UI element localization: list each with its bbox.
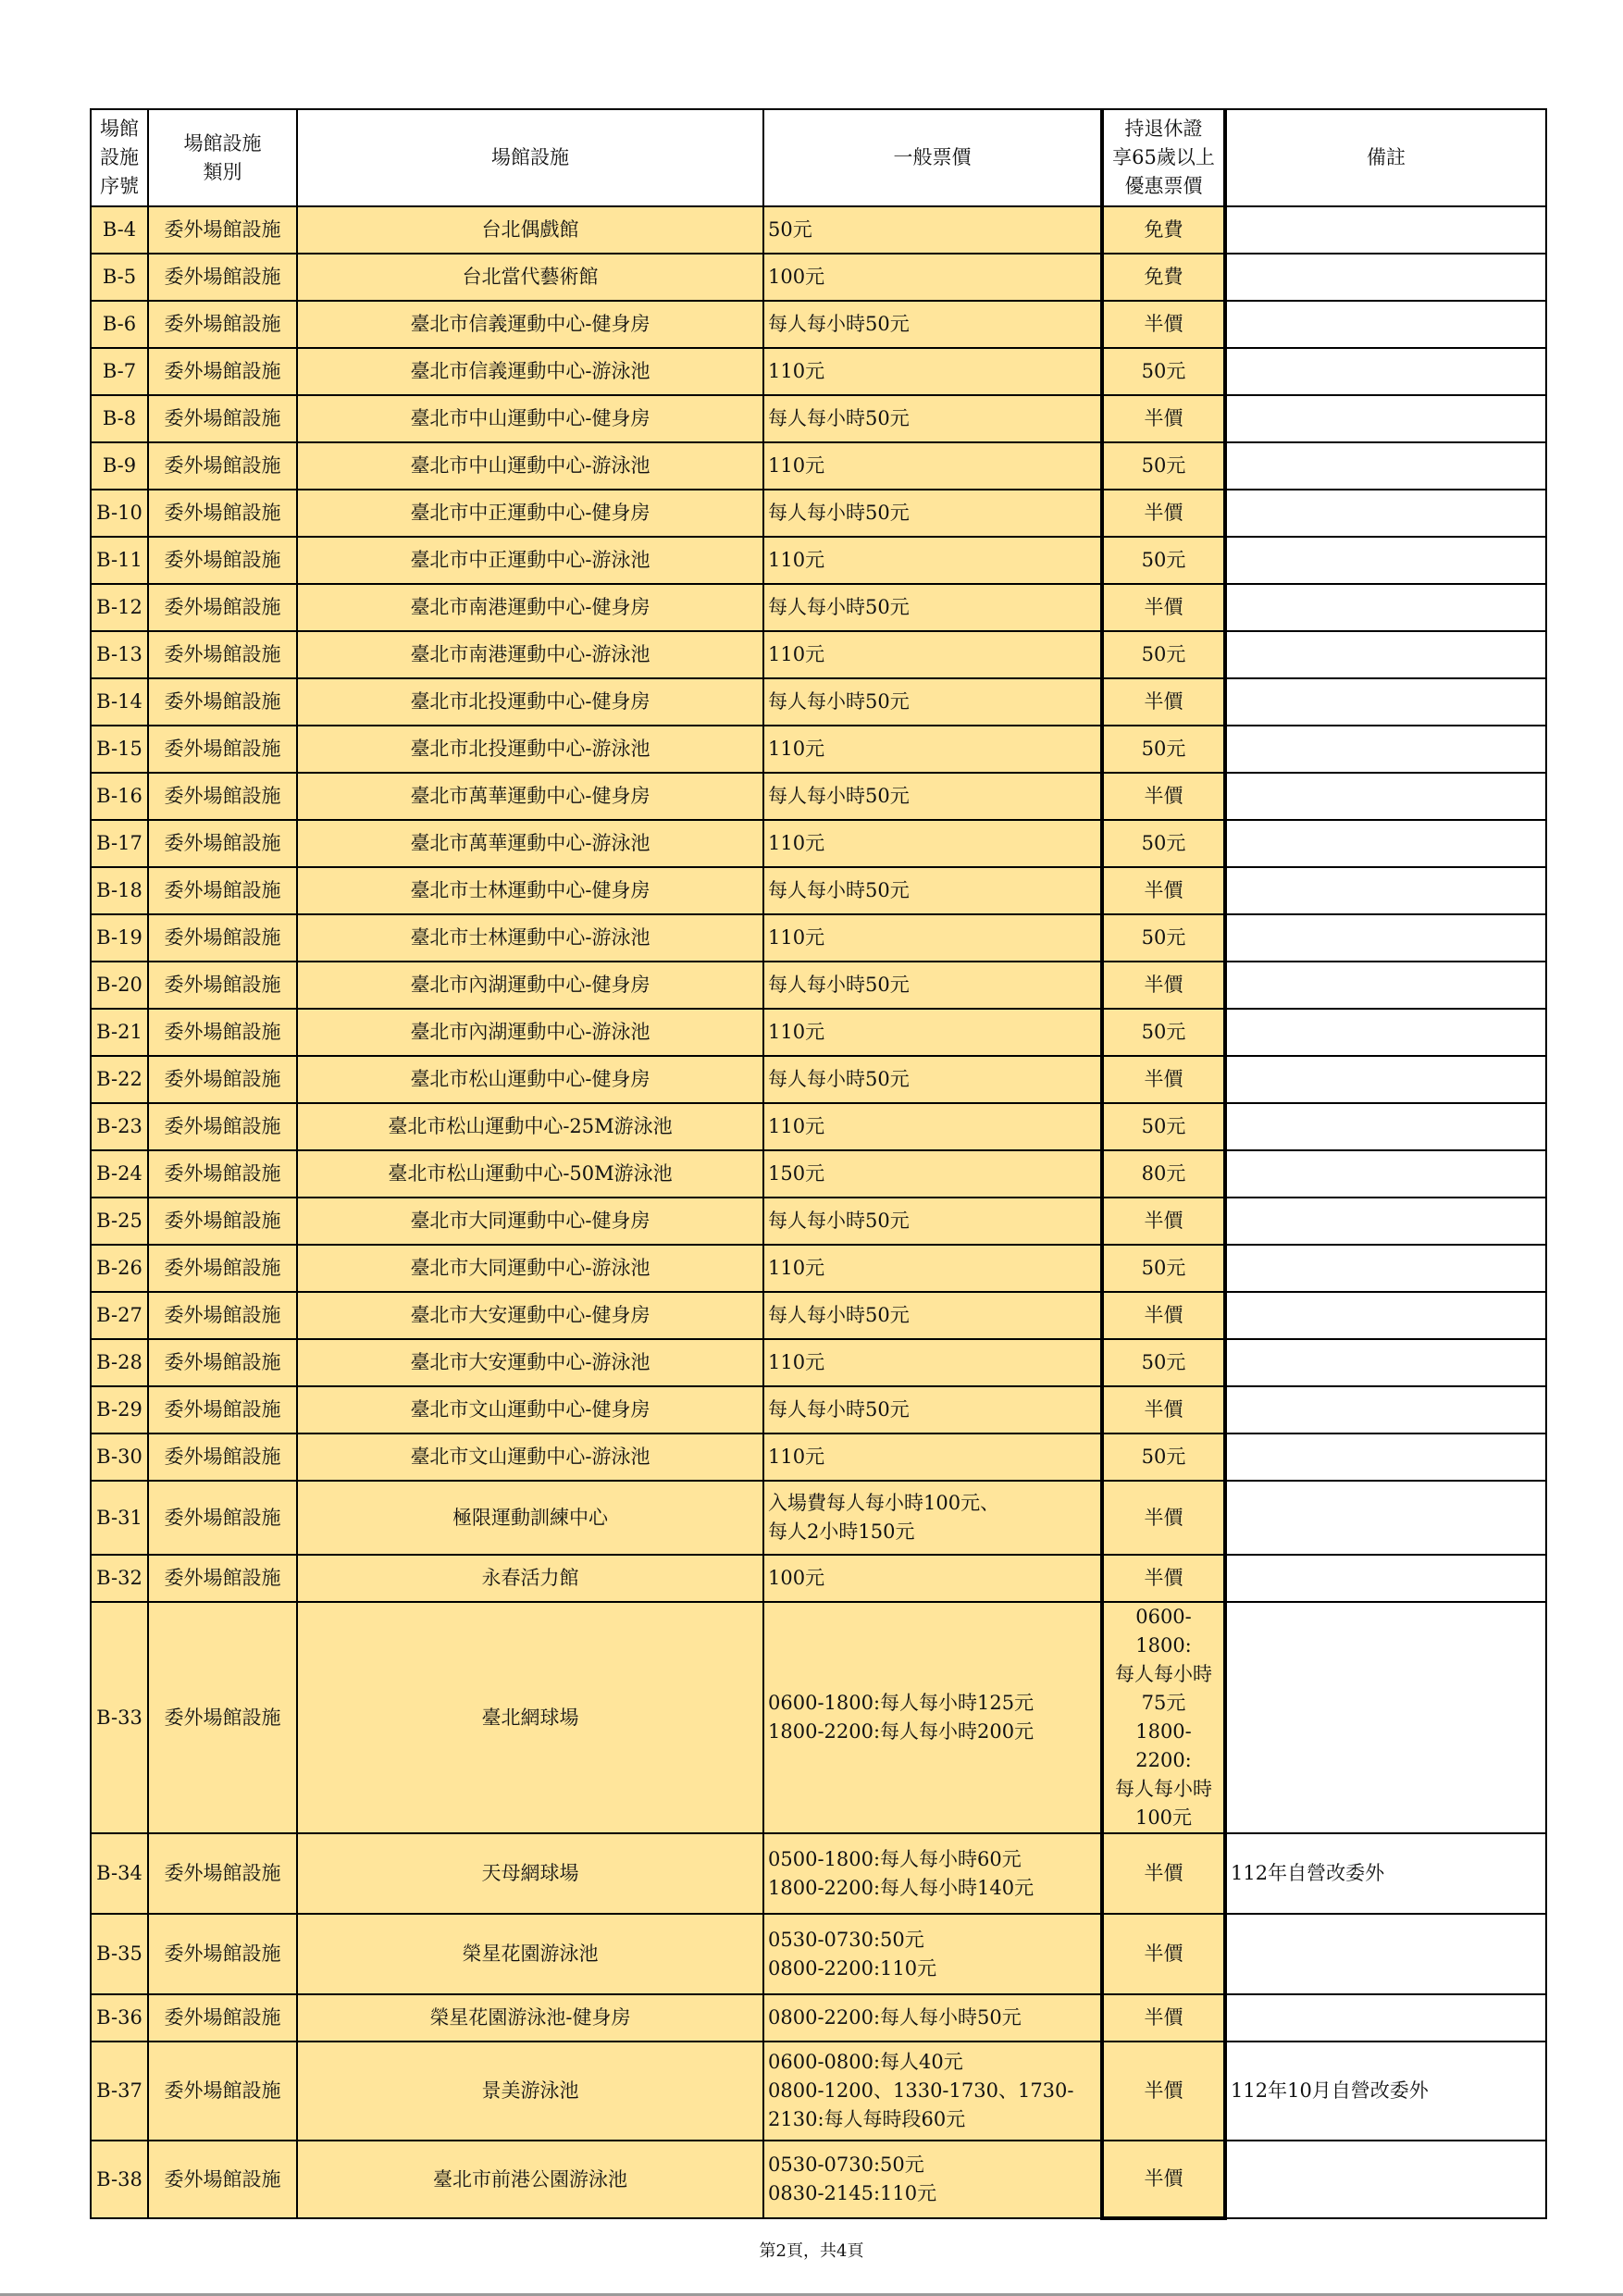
row-note — [1225, 1555, 1546, 1602]
row-note — [1225, 1339, 1546, 1386]
row-category: 委外場館設施 — [148, 1339, 297, 1386]
row-facility: 臺北市中山運動中心-游泳池 — [297, 442, 763, 490]
table-row — [91, 678, 1546, 726]
row-note — [1225, 1386, 1546, 1433]
row-price: 0600-0800:每人40元 0800-1200、1330-1730、1730- 2130:每人每時段60元 — [763, 2042, 1102, 2141]
row-note — [1225, 442, 1546, 490]
row-category: 委外場館設施 — [148, 1914, 297, 1994]
row-id: B-29 — [91, 1386, 148, 1433]
row-category: 委外場館設施 — [148, 1433, 297, 1481]
table-row — [91, 2141, 1546, 2218]
row-category: 委外場館設施 — [148, 348, 297, 395]
row-price: 每人每小時50元 — [763, 1056, 1102, 1103]
row-note — [1225, 962, 1546, 1009]
row-category: 委外場館設施 — [148, 820, 297, 867]
row-price: 每人每小時50元 — [763, 584, 1102, 631]
row-senior-price: 半價 — [1102, 773, 1225, 820]
table-row — [91, 962, 1546, 1009]
row-facility: 臺北市北投運動中心-游泳池 — [297, 726, 763, 773]
row-senior-price: 半價 — [1102, 867, 1225, 914]
row-price: 每人每小時50元 — [763, 962, 1102, 1009]
row-facility: 臺北市內湖運動中心-健身房 — [297, 962, 763, 1009]
table-row — [91, 537, 1546, 584]
row-facility: 臺北市文山運動中心-健身房 — [297, 1386, 763, 1433]
row-facility: 臺北市信義運動中心-健身房 — [297, 301, 763, 348]
row-category: 委外場館設施 — [148, 726, 297, 773]
row-facility: 臺北市大安運動中心-健身房 — [297, 1292, 763, 1339]
row-id: B-37 — [91, 2042, 148, 2141]
row-facility: 天母網球場 — [297, 1833, 763, 1914]
row-price: 110元 — [763, 914, 1102, 962]
row-price: 100元 — [763, 1555, 1102, 1602]
row-category: 委外場館設施 — [148, 1481, 297, 1555]
row-id: B-28 — [91, 1339, 148, 1386]
row-category: 委外場館設施 — [148, 584, 297, 631]
row-note — [1225, 726, 1546, 773]
row-category: 委外場館設施 — [148, 1245, 297, 1292]
table-row — [91, 1833, 1546, 1914]
row-facility: 臺北市士林運動中心-健身房 — [297, 867, 763, 914]
row-id: B-14 — [91, 678, 148, 726]
table-row — [91, 1481, 1546, 1555]
row-note — [1225, 820, 1546, 867]
row-facility: 臺北市南港運動中心-健身房 — [297, 584, 763, 631]
table-row — [91, 1056, 1546, 1103]
row-facility: 臺北市中正運動中心-健身房 — [297, 490, 763, 537]
row-price: 每人每小時50元 — [763, 395, 1102, 442]
row-senior-price: 免費 — [1102, 254, 1225, 301]
header-senior-price: 持退休證 享65歲以上 優惠票價 — [1102, 109, 1225, 206]
row-price: 110元 — [763, 631, 1102, 678]
row-price: 110元 — [763, 820, 1102, 867]
row-category: 委外場館設施 — [148, 1292, 297, 1339]
row-price: 0800-2200:每人每小時50元 — [763, 1994, 1102, 2042]
row-id: B-26 — [91, 1245, 148, 1292]
row-id: B-36 — [91, 1994, 148, 2042]
row-price: 0530-0730:50元 0800-2200:110元 — [763, 1914, 1102, 1994]
table-row — [91, 348, 1546, 395]
row-senior-price: 半價 — [1102, 395, 1225, 442]
row-facility: 榮星花園游泳池-健身房 — [297, 1994, 763, 2042]
row-facility: 台北當代藝術館 — [297, 254, 763, 301]
facility-price-table — [90, 108, 1547, 2220]
row-senior-price: 50元 — [1102, 1009, 1225, 1056]
table-row — [91, 254, 1546, 301]
row-facility: 臺北市大同運動中心-健身房 — [297, 1198, 763, 1245]
row-id: B-21 — [91, 1009, 148, 1056]
row-id: B-10 — [91, 490, 148, 537]
row-id: B-9 — [91, 442, 148, 490]
table-row — [91, 914, 1546, 962]
row-facility: 臺北市文山運動中心-游泳池 — [297, 1433, 763, 1481]
row-note — [1225, 867, 1546, 914]
table-row — [91, 1555, 1546, 1602]
row-facility: 臺北市萬華運動中心-健身房 — [297, 773, 763, 820]
row-note — [1225, 1914, 1546, 1994]
row-senior-price: 50元 — [1102, 442, 1225, 490]
row-category: 委外場館設施 — [148, 1056, 297, 1103]
row-price: 入場費每人每小時100元、 每人2小時150元 — [763, 1481, 1102, 1555]
row-note — [1225, 1481, 1546, 1555]
row-note — [1225, 1198, 1546, 1245]
row-senior-price: 半價 — [1102, 1386, 1225, 1433]
row-senior-price: 半價 — [1102, 1056, 1225, 1103]
row-id: B-31 — [91, 1481, 148, 1555]
row-senior-price: 半價 — [1102, 1292, 1225, 1339]
row-facility: 臺北網球場 — [297, 1602, 763, 1833]
row-id: B-13 — [91, 631, 148, 678]
row-price: 110元 — [763, 1339, 1102, 1386]
row-senior-price: 50元 — [1102, 726, 1225, 773]
row-senior-price: 半價 — [1102, 1555, 1225, 1602]
row-note — [1225, 254, 1546, 301]
row-price: 每人每小時50元 — [763, 773, 1102, 820]
row-facility: 臺北市前港公園游泳池 — [297, 2141, 763, 2218]
row-senior-price: 半價 — [1102, 2141, 1225, 2218]
row-senior-price: 半價 — [1102, 1833, 1225, 1914]
row-note — [1225, 537, 1546, 584]
row-id: B-17 — [91, 820, 148, 867]
row-note — [1225, 1009, 1546, 1056]
row-note — [1225, 773, 1546, 820]
table-row — [91, 1339, 1546, 1386]
row-category: 委外場館設施 — [148, 1833, 297, 1914]
table-row — [91, 442, 1546, 490]
row-id: B-18 — [91, 867, 148, 914]
table-row — [91, 867, 1546, 914]
header-price: 一般票價 — [763, 109, 1102, 206]
row-price: 110元 — [763, 442, 1102, 490]
row-note — [1225, 1292, 1546, 1339]
row-senior-price: 半價 — [1102, 1994, 1225, 2042]
row-facility: 臺北市萬華運動中心-游泳池 — [297, 820, 763, 867]
table-row — [91, 1292, 1546, 1339]
row-id: B-34 — [91, 1833, 148, 1914]
row-senior-price: 80元 — [1102, 1150, 1225, 1198]
row-facility: 臺北市松山運動中心-健身房 — [297, 1056, 763, 1103]
row-category: 委外場館設施 — [148, 1602, 297, 1833]
row-category: 委外場館設施 — [148, 1009, 297, 1056]
row-senior-price: 半價 — [1102, 1914, 1225, 1994]
row-category: 委外場館設施 — [148, 773, 297, 820]
row-senior-price: 50元 — [1102, 348, 1225, 395]
table-row — [91, 1009, 1546, 1056]
row-category: 委外場館設施 — [148, 206, 297, 254]
row-price: 0500-1800:每人每小時60元 1800-2200:每人每小時140元 — [763, 1833, 1102, 1914]
row-note — [1225, 1994, 1546, 2042]
row-note — [1225, 1245, 1546, 1292]
row-price: 110元 — [763, 348, 1102, 395]
row-id: B-19 — [91, 914, 148, 962]
row-category: 委外場館設施 — [148, 395, 297, 442]
row-facility: 極限運動訓練中心 — [297, 1481, 763, 1555]
row-senior-price: 50元 — [1102, 1103, 1225, 1150]
row-facility: 臺北市中山運動中心-健身房 — [297, 395, 763, 442]
header-category: 場館設施 類別 — [148, 109, 297, 206]
table-row — [91, 820, 1546, 867]
row-senior-price: 50元 — [1102, 914, 1225, 962]
row-category: 委外場館設施 — [148, 2042, 297, 2141]
row-category: 委外場館設施 — [148, 442, 297, 490]
table-row — [91, 1150, 1546, 1198]
row-price: 每人每小時50元 — [763, 678, 1102, 726]
row-price: 110元 — [763, 1245, 1102, 1292]
header-note: 備註 — [1225, 109, 1546, 206]
row-note: 112年10月自營改委外 — [1225, 2042, 1546, 2141]
row-note — [1225, 395, 1546, 442]
header-id: 場館 設施 序號 — [91, 109, 148, 206]
row-id: B-30 — [91, 1433, 148, 1481]
row-senior-price: 50元 — [1102, 1433, 1225, 1481]
row-price: 每人每小時50元 — [763, 1198, 1102, 1245]
row-category: 委外場館設施 — [148, 537, 297, 584]
row-senior-price: 半價 — [1102, 678, 1225, 726]
row-note — [1225, 2141, 1546, 2218]
row-note — [1225, 914, 1546, 962]
row-price: 110元 — [763, 1009, 1102, 1056]
table-row — [91, 206, 1546, 254]
row-senior-price: 50元 — [1102, 1339, 1225, 1386]
row-senior-price: 半價 — [1102, 584, 1225, 631]
row-id: B-27 — [91, 1292, 148, 1339]
row-price: 50元 — [763, 206, 1102, 254]
row-note — [1225, 1056, 1546, 1103]
row-price: 每人每小時50元 — [763, 301, 1102, 348]
row-category: 委外場館設施 — [148, 867, 297, 914]
table-row — [91, 1433, 1546, 1481]
row-note — [1225, 348, 1546, 395]
row-category: 委外場館設施 — [148, 2141, 297, 2218]
row-category: 委外場館設施 — [148, 1198, 297, 1245]
row-facility: 臺北市內湖運動中心-游泳池 — [297, 1009, 763, 1056]
table-row — [91, 1994, 1546, 2042]
row-note: 112年自營改委外 — [1225, 1833, 1546, 1914]
row-note — [1225, 1103, 1546, 1150]
row-senior-price: 50元 — [1102, 631, 1225, 678]
row-facility: 臺北市松山運動中心-25M游泳池 — [297, 1103, 763, 1150]
row-facility: 臺北市大安運動中心-游泳池 — [297, 1339, 763, 1386]
row-id: B-25 — [91, 1198, 148, 1245]
row-senior-price: 半價 — [1102, 962, 1225, 1009]
row-price: 110元 — [763, 1103, 1102, 1150]
row-id: B-5 — [91, 254, 148, 301]
row-price: 150元 — [763, 1150, 1102, 1198]
row-note — [1225, 631, 1546, 678]
row-price: 110元 — [763, 1433, 1102, 1481]
row-category: 委外場館設施 — [148, 1994, 297, 2042]
row-facility: 永春活力館 — [297, 1555, 763, 1602]
table-row — [91, 631, 1546, 678]
table-row — [91, 1245, 1546, 1292]
row-senior-price: 半價 — [1102, 1481, 1225, 1555]
row-category: 委外場館設施 — [148, 490, 297, 537]
row-id: B-12 — [91, 584, 148, 631]
row-price: 110元 — [763, 726, 1102, 773]
row-price: 每人每小時50元 — [763, 867, 1102, 914]
page-number: 第2頁，共4頁 — [759, 2241, 864, 2261]
row-facility: 臺北市大同運動中心-游泳池 — [297, 1245, 763, 1292]
row-price: 100元 — [763, 254, 1102, 301]
row-facility: 台北偶戲館 — [297, 206, 763, 254]
table-row — [91, 301, 1546, 348]
row-senior-price: 半價 — [1102, 2042, 1225, 2141]
table-header-row — [91, 109, 1546, 206]
row-facility: 臺北市中正運動中心-游泳池 — [297, 537, 763, 584]
row-senior-price: 免費 — [1102, 206, 1225, 254]
row-id: B-22 — [91, 1056, 148, 1103]
header-facility: 場館設施 — [297, 109, 763, 206]
row-facility: 景美游泳池 — [297, 2042, 763, 2141]
row-note — [1225, 1602, 1546, 1833]
row-id: B-16 — [91, 773, 148, 820]
row-id: B-7 — [91, 348, 148, 395]
row-price: 0530-0730:50元 0830-2145:110元 — [763, 2141, 1102, 2218]
row-category: 委外場館設施 — [148, 1150, 297, 1198]
row-senior-price: 半價 — [1102, 490, 1225, 537]
row-category: 委外場館設施 — [148, 678, 297, 726]
table-row — [91, 773, 1546, 820]
row-id: B-38 — [91, 2141, 148, 2218]
table-row — [91, 490, 1546, 537]
row-id: B-6 — [91, 301, 148, 348]
row-note — [1225, 1150, 1546, 1198]
row-price: 0600-1800:每人每小時125元 1800-2200:每人每小時200元 — [763, 1602, 1102, 1833]
row-senior-price: 半價 — [1102, 1198, 1225, 1245]
row-price: 每人每小時50元 — [763, 1292, 1102, 1339]
row-price: 110元 — [763, 537, 1102, 584]
row-facility: 臺北市南港運動中心-游泳池 — [297, 631, 763, 678]
table-row — [91, 726, 1546, 773]
table-row — [91, 395, 1546, 442]
table-row — [91, 1386, 1546, 1433]
row-id: B-35 — [91, 1914, 148, 1994]
row-price: 每人每小時50元 — [763, 1386, 1102, 1433]
row-facility: 臺北市北投運動中心-健身房 — [297, 678, 763, 726]
row-note — [1225, 490, 1546, 537]
row-id: B-23 — [91, 1103, 148, 1150]
row-note — [1225, 1433, 1546, 1481]
row-id: B-24 — [91, 1150, 148, 1198]
row-category: 委外場館設施 — [148, 301, 297, 348]
row-id: B-11 — [91, 537, 148, 584]
row-id: B-15 — [91, 726, 148, 773]
table-row — [91, 1602, 1546, 1833]
row-id: B-8 — [91, 395, 148, 442]
row-facility: 臺北市士林運動中心-游泳池 — [297, 914, 763, 962]
row-category: 委外場館設施 — [148, 631, 297, 678]
row-id: B-20 — [91, 962, 148, 1009]
table-row — [91, 2042, 1546, 2141]
table-row — [91, 1914, 1546, 1994]
table-row — [91, 1103, 1546, 1150]
row-senior-price: 0600-1800: 每人每小時 75元 1800-2200: 每人每小時 100元 — [1102, 1602, 1225, 1833]
row-category: 委外場館設施 — [148, 254, 297, 301]
row-facility: 臺北市松山運動中心-50M游泳池 — [297, 1150, 763, 1198]
table-row — [91, 1198, 1546, 1245]
row-category: 委外場館設施 — [148, 1555, 297, 1602]
row-id: B-4 — [91, 206, 148, 254]
row-note — [1225, 584, 1546, 631]
row-category: 委外場館設施 — [148, 1103, 297, 1150]
row-id: B-32 — [91, 1555, 148, 1602]
row-senior-price: 半價 — [1102, 301, 1225, 348]
row-price: 每人每小時50元 — [763, 490, 1102, 537]
table-row — [91, 584, 1546, 631]
row-senior-price: 50元 — [1102, 820, 1225, 867]
row-senior-price: 50元 — [1102, 1245, 1225, 1292]
row-senior-price: 50元 — [1102, 537, 1225, 584]
row-facility: 臺北市信義運動中心-游泳池 — [297, 348, 763, 395]
row-facility: 榮星花園游泳池 — [297, 1914, 763, 1994]
row-category: 委外場館設施 — [148, 1386, 297, 1433]
row-id: B-33 — [91, 1602, 148, 1833]
row-note — [1225, 301, 1546, 348]
row-category: 委外場館設施 — [148, 914, 297, 962]
row-category: 委外場館設施 — [148, 962, 297, 1009]
row-note — [1225, 678, 1546, 726]
row-note — [1225, 206, 1546, 254]
